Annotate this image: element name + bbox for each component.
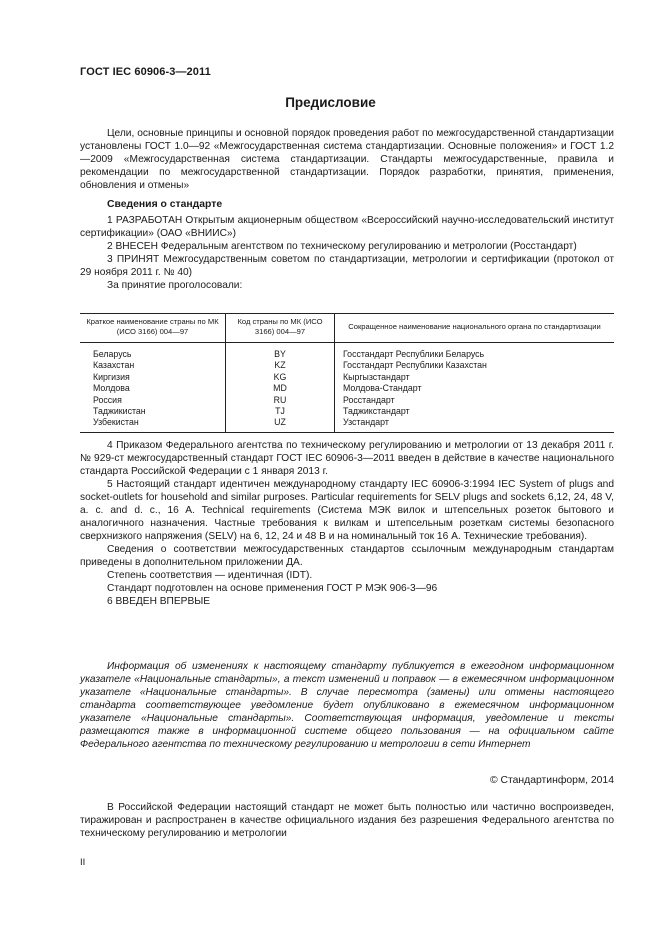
country-cell: Казахстан xyxy=(93,360,135,371)
header-country: Краткое наименование страны по МК (ИСО 3166) 004—97 xyxy=(80,314,226,343)
standard-details-continued xyxy=(80,439,614,608)
page-number: II xyxy=(80,857,86,868)
prepared-note: Стандарт подготовлен на основе применения ГОСТ Р МЭК 906-3—96 xyxy=(107,583,438,594)
country-cell: Таджикистан xyxy=(93,406,146,417)
code-cell: RU xyxy=(226,395,335,406)
table-row xyxy=(80,343,614,361)
table-row xyxy=(80,417,614,432)
header-code: Код страны по МК (ИСО 3166) 004—97 xyxy=(226,314,335,343)
country-cell: Узбекистан xyxy=(80,417,226,432)
country-cell: Беларусь xyxy=(93,349,132,359)
country-cell: Киргизия xyxy=(93,371,130,382)
details-item-1: 1 РАЗРАБОТАН Открытым акционерным обществом «Всероссийский научно-исследовательский институт сертификации» (ОАО «ВНИИС») xyxy=(80,215,614,239)
org-cell: Кыргызстандарт xyxy=(335,372,615,383)
details-item-3: 3 ПРИНЯТ Межгосударственным советом по стандартизации, метрологии и сертификации (протокол от 29 ноября 2011 г. № 40) xyxy=(80,254,614,278)
code-cell: KZ xyxy=(226,360,335,371)
country-cell: Россия xyxy=(93,394,122,405)
voted-label: За принятие проголосовали: xyxy=(107,280,243,291)
standard-code-header: ГОСТ IEC 60906-3—2011 xyxy=(80,66,211,78)
details-item-2: 2 ВНЕСЕН Федеральным агентством по техническому регулированию и метрологии (Росстандарт) xyxy=(107,241,577,252)
reproduction-notice xyxy=(80,801,614,840)
table-header-row xyxy=(80,314,614,343)
table-row xyxy=(80,406,614,417)
code-cell: UZ xyxy=(226,417,335,432)
details-section xyxy=(80,214,614,292)
page-title: Предисловие xyxy=(285,95,376,110)
org-cell: Госстандарт Республики Беларусь xyxy=(335,343,615,361)
foreword-text: Цели, основные принципы и основной порядок проведения работ по межгосударственной стандартизации установлены ГОСТ 1.0—92 «Межгосударственная система стандартизации. Основные положения» и ГОСТ 1.2—2009 «Межгосударственная система стандартизации. Стандарты межгосударственные, правила и рекомендации по межгосударственной стандартизации. Порядок разработки, принятия, применения, обновления и отмены» xyxy=(80,128,614,191)
table-row xyxy=(80,372,614,383)
foreword-paragraph xyxy=(80,127,614,192)
reproduction-notice-text: В Российской Федерации настоящий стандарт не может быть полностью или частично воспроизведен, тиражирован и распространен в качестве официального издания без разрешения Федерального агентства по техническому регулированию и метрологии xyxy=(80,802,614,839)
countries-table xyxy=(80,313,614,433)
org-cell: Молдова-Стандарт xyxy=(335,383,615,394)
header-org: Сокращенное наименование национального органа по стандартизации xyxy=(335,314,615,343)
code-cell: TJ xyxy=(226,406,335,417)
details-item-6: 6 ВВЕДЕН ВПЕРВЫЕ xyxy=(107,596,211,607)
details-heading: Сведения о стандарте xyxy=(107,199,223,210)
org-cell: Госстандарт Республики Казахстан xyxy=(335,360,615,371)
references-note: Сведения о соответствии межгосударственных стандартов ссылочным международным стандартам приведены в дополнительном приложении ДА. xyxy=(80,544,614,568)
code-cell: MD xyxy=(226,383,335,394)
code-cell: KG xyxy=(226,372,335,383)
table-row xyxy=(80,383,614,394)
amendments-info xyxy=(80,660,614,751)
table-row xyxy=(80,360,614,371)
countries-table-wrap xyxy=(80,313,614,433)
table-row xyxy=(80,395,614,406)
org-cell: Росстандарт xyxy=(335,395,615,406)
country-cell: Молдова xyxy=(93,383,130,394)
code-cell: BY xyxy=(226,343,335,361)
amendments-info-text: Информация об изменениях к настоящему стандарту публикуется в ежегодном информационном указателе «Национальные стандарты», а текст изменений и поправок — в ежемесячном информационном указателе «Национальные стандарты». В случае пересмотра (замены) или отмены настоящего стандарта соответствующее уведомление будет опубликовано в ежемесячном информационном указателе «Национальные стандарты». Соответствующая информация, уведомление и тексты размещаются также в информационной системе общего пользования — на официальном сайте Федерального агентства по техническому регулированию и метрологии в сети Интернет xyxy=(80,661,614,750)
degree-of-conformity: Степень соответствия — идентичная (IDT). xyxy=(107,570,313,581)
org-cell: Таджикстандарт xyxy=(335,406,615,417)
details-item-4: 4 Приказом Федерального агентства по техническому регулированию и метрологии от 13 декабря 2011 г. № 929-ст межгосударственный стандарт ГОСТ IEC 60906-3—2011 введен в действие в качестве национального стандарта Российской Федерации с 1 января 2013 г. xyxy=(80,440,614,477)
copyright-notice: © Стандартинформ, 2014 xyxy=(489,775,614,786)
org-cell: Узстандарт xyxy=(335,417,615,432)
details-item-5: 5 Настоящий стандарт идентичен международному стандарту IEC 60906-3:1994 IEC System of plugs and socket-outlets for household and similar purposes. Particular requirements for SELV plugs and sockets 6,12, 24, 48 V, a. c. and d. c., 16 A. Technical requirements (Система МЭК вилок и штепсельных розеток бытового и аналогичного назначения. Частные требования к вилкам и штепсельным розеткам системы безопасного сверхнизкого напряжения (SELV) на 6, 12, 24 и 48 В и на номинальный ток 16 А. Технические требования). xyxy=(80,479,614,542)
